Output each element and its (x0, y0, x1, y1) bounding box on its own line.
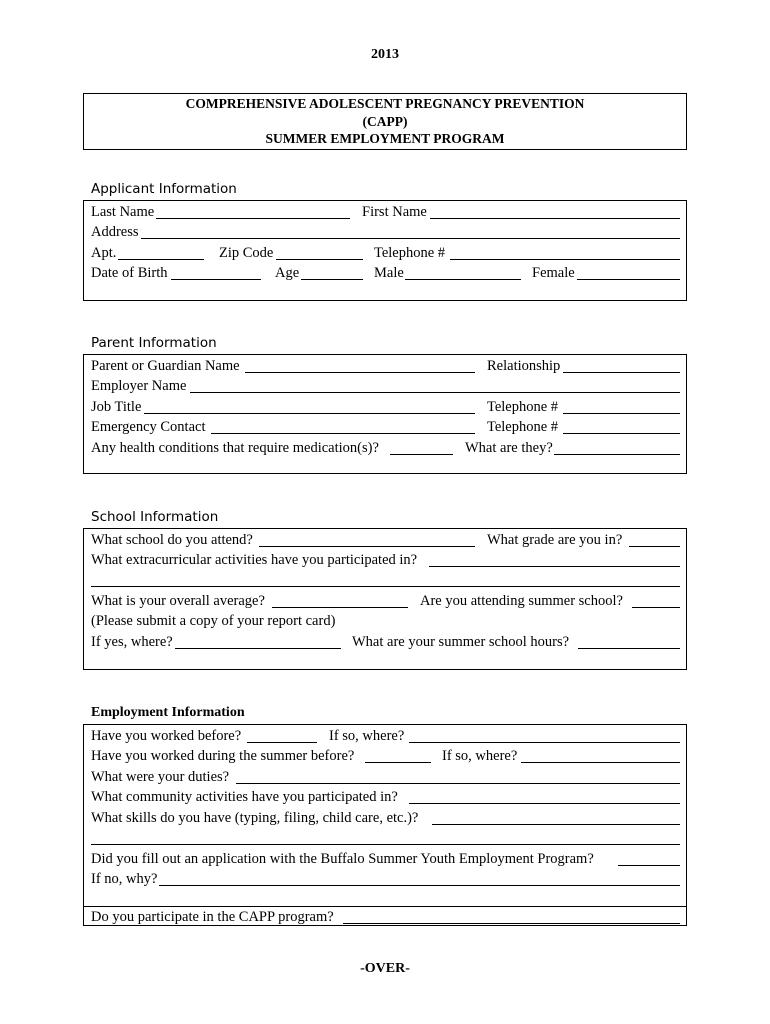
grade-field[interactable] (629, 546, 680, 547)
applicant-row-2 (91, 222, 680, 242)
parent-row-3 (91, 397, 680, 417)
form-year: 2013 (371, 47, 399, 62)
school-row-6 (91, 632, 680, 652)
skills-label: What skills do you have (typing, filing, child care, etc.)? (91, 810, 419, 826)
emergency-contact-label: Emergency Contact (91, 419, 206, 435)
employer-name-field[interactable] (190, 392, 680, 393)
title-line-1: COMPREHENSIVE ADOLESCENT PREGNANCY PREVENTION (185, 96, 585, 111)
age-label: Age (275, 265, 300, 281)
capp-label: Do you participate in the CAPP program? (91, 909, 334, 925)
if-no-why-field[interactable] (159, 885, 680, 886)
telephone-field[interactable] (450, 259, 680, 260)
report-card-note: (Please submit a copy of your report card) (91, 613, 336, 629)
parent-row-4 (91, 417, 680, 437)
skills-field[interactable] (432, 824, 680, 825)
worked-before-field[interactable] (247, 742, 317, 743)
extracurricular-field[interactable] (429, 566, 680, 567)
zip-field[interactable] (276, 259, 363, 260)
summer-hours-field[interactable] (578, 648, 680, 649)
title-box (83, 93, 687, 150)
job-title-field[interactable] (144, 413, 475, 414)
title-line-2: (CAPP) (362, 113, 408, 129)
employment-box (83, 724, 687, 926)
emergency-telephone-label: Telephone # (487, 419, 559, 435)
average-label: What is your overall average? (91, 593, 265, 609)
parent-row-5 (91, 438, 680, 458)
if-so-where-label: If so, where? (329, 728, 405, 744)
school-attend-label: What school do you attend? (91, 532, 253, 548)
guardian-name-field[interactable] (245, 372, 475, 373)
apt-label: Apt. (91, 245, 117, 261)
grade-label: What grade are you in? (487, 532, 623, 548)
guardian-name-label: Parent or Guardian Name (91, 358, 240, 374)
health-field[interactable] (390, 454, 453, 455)
employment-row-5 (91, 808, 680, 828)
community-label: What community activities have you participated in? (91, 789, 398, 805)
if-yes-where-field[interactable] (175, 648, 341, 649)
employment-row-4 (91, 787, 680, 807)
buffalo-field[interactable] (618, 865, 680, 866)
applicant-heading: Applicant Information (91, 181, 237, 197)
average-field[interactable] (272, 607, 408, 608)
school-row-5 (91, 611, 680, 631)
summer-where-label: If so, where? (442, 748, 518, 764)
employment-row-2 (91, 746, 680, 766)
male-label: Male (374, 265, 404, 281)
skills-field-2[interactable] (91, 844, 680, 845)
last-name-label: Last Name (91, 204, 155, 220)
title-line-3: SUMMER EMPLOYMENT PROGRAM (265, 131, 505, 146)
emergency-contact-field[interactable] (211, 433, 475, 434)
school-row-4 (91, 591, 680, 611)
emergency-telephone-field[interactable] (563, 433, 680, 434)
employer-name-label: Employer Name (91, 378, 187, 394)
summer-school-field[interactable] (632, 607, 680, 608)
employment-row-9 (91, 907, 680, 927)
if-yes-where-label: If yes, where? (91, 634, 173, 650)
duties-field[interactable] (236, 783, 680, 784)
summer-hours-label: What are your summer school hours? (352, 634, 570, 650)
school-row-1 (91, 530, 680, 550)
parent-telephone-field[interactable] (563, 413, 680, 414)
if-so-where-field[interactable] (409, 742, 680, 743)
employment-row-8 (91, 869, 680, 889)
female-field[interactable] (577, 279, 680, 280)
telephone-label: Telephone # (374, 245, 446, 261)
applicant-row-4 (91, 263, 680, 283)
job-title-label: Job Title (91, 399, 142, 415)
extracurricular-field-2[interactable] (91, 586, 680, 587)
parent-telephone-label: Telephone # (487, 399, 559, 415)
worked-summer-label: Have you worked during the summer before? (91, 748, 355, 764)
address-label: Address (91, 224, 139, 240)
over-footer: -OVER- (360, 961, 410, 976)
worked-before-label: Have you worked before? (91, 728, 242, 744)
health-label: Any health conditions that require medication(s)? (91, 440, 379, 456)
duties-label: What were your duties? (91, 769, 230, 785)
applicant-row-3 (91, 243, 680, 263)
school-row-3 (91, 570, 680, 590)
last-name-field[interactable] (156, 218, 350, 219)
female-label: Female (532, 265, 575, 281)
age-field[interactable] (301, 279, 363, 280)
school-box (83, 528, 687, 670)
worked-summer-field[interactable] (365, 762, 431, 763)
summer-school-label: Are you attending summer school? (420, 593, 623, 609)
employment-row-3 (91, 767, 680, 787)
what-are-they-label: What are they? (465, 440, 553, 456)
apt-field[interactable] (118, 259, 204, 260)
extracurricular-label: What extracurricular activities have you participated in? (91, 552, 418, 568)
applicant-box (83, 200, 687, 301)
parent-heading: Parent Information (91, 335, 217, 351)
school-attend-field[interactable] (259, 546, 475, 547)
first-name-field[interactable] (430, 218, 680, 219)
parent-row-2 (91, 376, 680, 396)
employment-row-1 (91, 726, 680, 746)
dob-label: Date of Birth (91, 265, 168, 281)
applicant-row-1 (91, 202, 680, 222)
parent-row-1 (91, 356, 680, 376)
capp-field[interactable] (343, 923, 680, 924)
relationship-label: Relationship (487, 358, 561, 374)
school-row-2 (91, 550, 680, 570)
what-are-they-field[interactable] (554, 454, 680, 455)
if-no-why-label: If no, why? (91, 871, 158, 887)
parent-box (83, 354, 687, 474)
first-name-label: First Name (362, 204, 427, 220)
summer-where-field[interactable] (521, 762, 680, 763)
employment-heading: Employment Information (91, 705, 245, 720)
community-field[interactable] (409, 803, 680, 804)
employment-row-7 (91, 849, 680, 869)
relationship-field[interactable] (563, 372, 680, 373)
school-heading: School Information (91, 509, 219, 525)
dob-field[interactable] (171, 279, 261, 280)
address-field[interactable] (141, 238, 680, 239)
zip-label: Zip Code (219, 245, 274, 261)
male-field[interactable] (405, 279, 521, 280)
buffalo-label: Did you fill out an application with the Buffalo Summer Youth Employment Program? (91, 851, 594, 867)
employment-row-6 (91, 828, 680, 848)
